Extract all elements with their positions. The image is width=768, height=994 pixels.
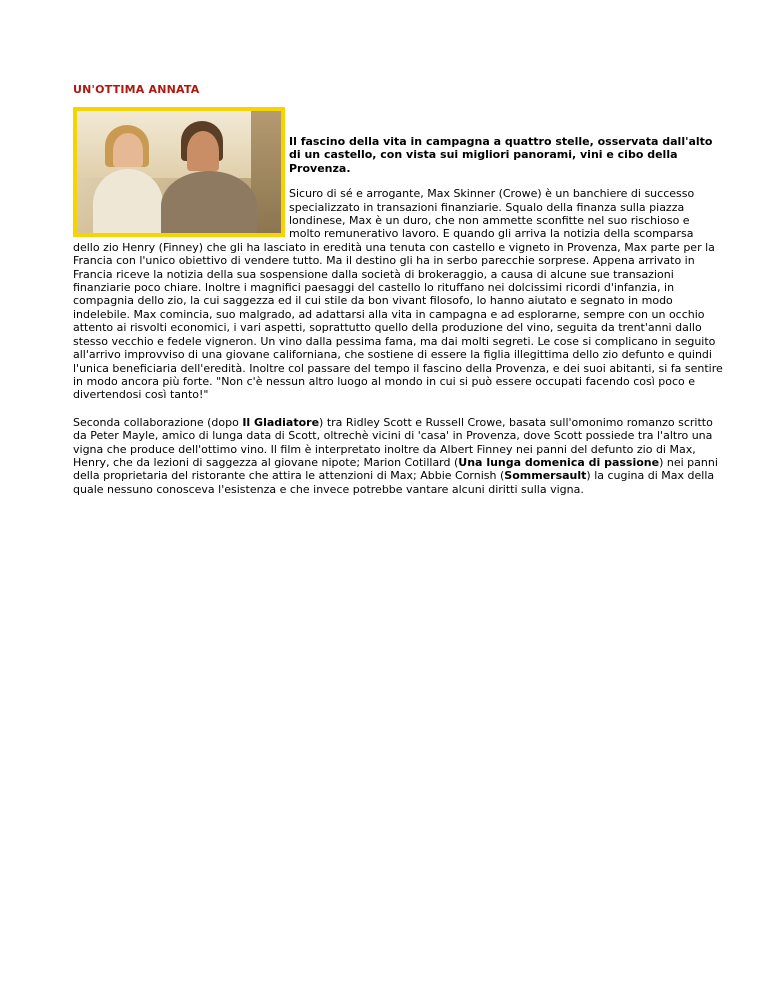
text-span: ) tra Ridley Scott e Russell Crowe, basata sull'omonimo romanzo scritto da Peter Mayle, amico di lunga data di Scott, oltrechè vicini di 'casa' in Provenza, dove Scott possiede tra l'altro una vigna che produce dell'ottimo vino. Il film è interpretato inoltre da Albert Finney nei panni del defunto zio di Max, Henry, che da lezioni di saggezza al giovane nipote; Marion Cotillard ( bbox=[73, 415, 713, 469]
actor-figure bbox=[161, 171, 257, 237]
film-title-lunga-domenica: Una lunga domenica di passione bbox=[458, 455, 660, 469]
film-title-sommersault: Sommersault bbox=[504, 469, 587, 483]
production-paragraph bbox=[73, 416, 723, 496]
actress-face bbox=[113, 133, 143, 167]
film-still-image bbox=[73, 107, 285, 237]
film-title-gladiatore: Il Gladiatore bbox=[242, 415, 320, 429]
lead-paragraph: Il fascino della vita in campagna a quattro stelle, osservata dall'alto di un castello, con vista sui migliori panorami, vini e cibo della Provenza. bbox=[289, 135, 713, 175]
actress-figure bbox=[93, 169, 163, 237]
synopsis-paragraph: Sicuro di sé e arrogante, Max Skinner (Crowe) è un banchiere di successo specializzato in transazioni finanziarie. Squalo della finanza sulla piazza londinese, Max è un duro, che non ammette sconfitte nel suo rischioso e molto remunerativo lavoro. E quando gli arriva la notizia della scomparsa dello zio Henry (Finney) che gli ha lasciato in eredità una tenuta con castello e vigneto in Provenza, Max parte per la Francia con l'unico obiettivo di vendere tutto. Ma il destino gli ha in serbo parecchie sorprese. Appena arrivato in Francia riceve la notizia della sua sospensione dalla società di brokeraggio, a causa di alcune sue transazioni finanziarie poco chiare. Inoltre i magnifici paesaggi del castello lo rituffano nei dolcissimi ricordi d'infanzia, in compagnia dello zio, la cui saggezza ed il cui stile da bon vivant filosofo, lo hanno aiutato e segnato in modo indelebile. Max comincia, suo malgrado, ad adattarsi alla vita in campagna e ad esplorarne, sempre con un occhio attento ai risvolti economici, i vari aspetti, soprattutto quello della produzione del vino, seguita da trent'anni dallo stesso vecchio e fedele vigneron. Un vino dalla pessima fama, ma dai molti segreti. Le cose si complicano in seguito all'arrivo improvviso di una giovane californiana, che sostiene di essere la figlia illegittima dello zio defunto e quindi l'unica beneficiaria dell'eredità. Inoltre col passare del tempo il fascino della Provenza, e dei suoi abitanti, si fa sentire in modo ancora più forte. "Non c'è nessun altro luogo al mondo in cui si può essere occupati facendo così poco e divertendosi così tanto!" bbox=[73, 187, 723, 402]
article-title: UN'OTTIMA ANNATA bbox=[73, 83, 200, 96]
article-body bbox=[73, 107, 723, 496]
text-span: ) la cugina di Max della quale nessuno conosceva l'esistenza e che invece potrebbe vantare alcuni diritti sulla vigna. bbox=[73, 469, 715, 496]
text-span: ) nei panni della proprietaria del ristorante che attira le attenzioni di Max; Abbie Cornish ( bbox=[73, 455, 718, 483]
text-span: Seconda collaborazione (dopo bbox=[73, 415, 243, 429]
actor-face bbox=[187, 131, 219, 171]
